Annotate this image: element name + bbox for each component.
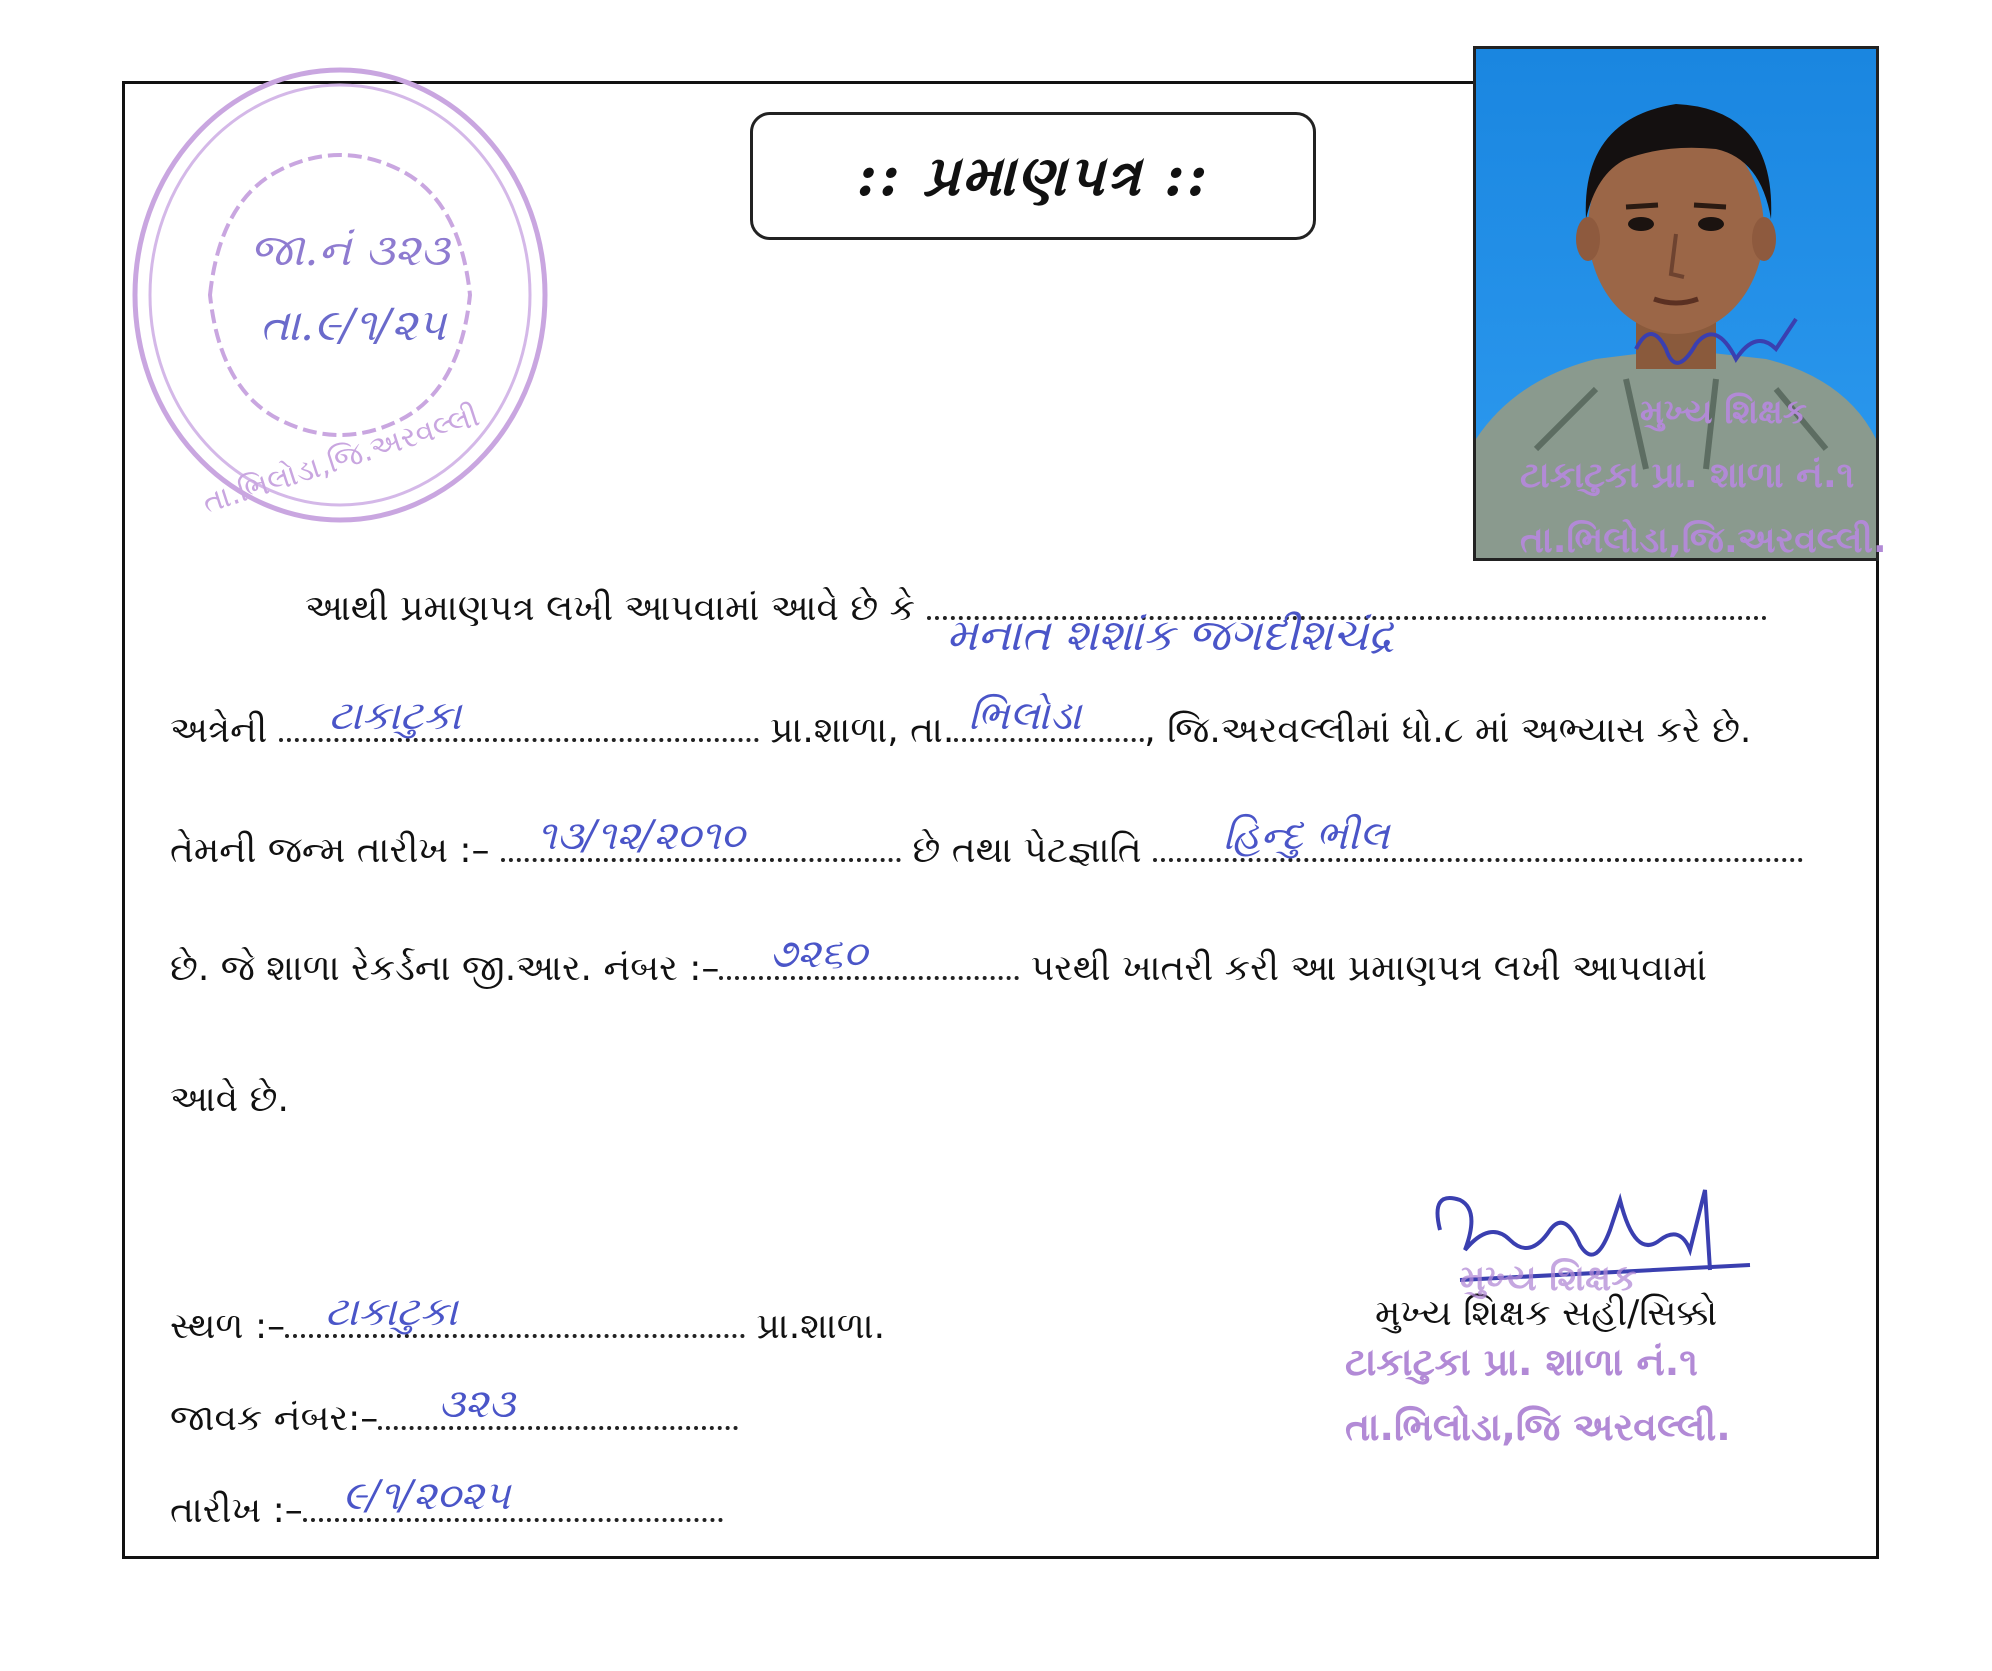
certificate-line-2	[170, 693, 1752, 751]
school-place-field	[279, 693, 759, 742]
outward-label: જાવક નંબર:–	[170, 1398, 379, 1439]
birth-date: ૧૩/૧૨/૨૦૧૦	[537, 813, 745, 859]
date-label: તારીખ :–	[170, 1490, 303, 1531]
line4-suffix: પરથી ખાતરી કરી આ પ્રમાણપત્ર લખી આપવામાં	[1030, 948, 1707, 989]
certificate-line-5	[170, 1079, 289, 1120]
date-value: ૯/૧/૨૦૨૫	[342, 1473, 511, 1519]
certificate-line-1	[305, 588, 1767, 661]
sig-stamp-location: તા.ભિલોડા,જિ અરવલ્લી.	[1345, 1405, 1731, 1449]
photo-stamp-title: મુખ્ય શિક્ષક	[1640, 392, 1807, 432]
date-field	[303, 1473, 723, 1522]
line3-prefix: તેમની જન્મ તારીખ :–	[170, 830, 490, 871]
photo-stamp-school: ટાકાટુકા પ્રા. શાળા નં.૧	[1520, 455, 1855, 496]
signature-label: મુખ્ય શિક્ષક સહી/સિક્કો	[1375, 1293, 1718, 1334]
round-seal	[110, 50, 570, 540]
page-title: :: પ્રમાણપત્ર ::	[750, 112, 1316, 240]
line2-suffix: , જિ.અરવલ્લીમાં ધો.૮ માં અભ્યાસ કરે છે.	[1144, 710, 1752, 751]
sig-stamp-title: મુખ્ય શિક્ષક	[1460, 1258, 1637, 1299]
certificate-line-3	[170, 813, 1803, 871]
outward-field	[378, 1381, 738, 1430]
place-suffix: પ્રા.શાળા.	[756, 1306, 886, 1347]
line1-text: આથી પ્રમાણપત્ર લખી આપવામાં આવે છે કે	[305, 588, 916, 629]
line3-mid: છે તથા પેટજ્ઞાતિ	[912, 830, 1142, 871]
student-name-field	[927, 590, 1767, 661]
taluka-field	[954, 693, 1144, 742]
line2-mid: પ્રા.શાળા, તા.	[770, 710, 955, 751]
sig-stamp-school: ટાકાટુકા પ્રા. શાળા નં.૧	[1345, 1340, 1698, 1384]
photo-stamp-location: તા.ભિલોડા,જિ.અરવલ્લી.	[1520, 520, 1887, 561]
certificate-line-4	[170, 931, 1707, 989]
line5-text: આવે છે.	[170, 1079, 289, 1120]
outward-number-row	[170, 1381, 738, 1439]
caste-field	[1153, 813, 1803, 862]
line4-prefix: છે. જે શાળા રેકર્ડના જી.આર. નંબર :–	[170, 948, 720, 989]
outward-value: ૩૨૩	[438, 1381, 516, 1427]
line2-prefix: અત્રેની	[170, 710, 268, 751]
school-place: ટાકાટુકા	[328, 693, 462, 739]
date-row	[170, 1473, 723, 1531]
birth-date-field	[501, 813, 901, 862]
place-value: ટાકાટુકા	[325, 1289, 458, 1335]
gr-number: ૭૨૬૦	[769, 931, 868, 977]
taluka: ભિલોડા	[968, 693, 1082, 739]
gr-number-field	[719, 931, 1019, 980]
caste: હિન્દુ ભીલ	[1223, 813, 1390, 859]
student-name: મનાત શશાંક જગદીશચંદ્ર	[946, 610, 1395, 661]
seal-date: તા.૯/૧/૨૫	[260, 300, 446, 351]
place-field	[285, 1289, 745, 1338]
place-row	[170, 1289, 886, 1347]
place-label: સ્થળ :–	[170, 1306, 286, 1347]
seal-rim-text: તા.ભિલોડા,જિ.અરવલ્લી	[198, 398, 484, 521]
seal-number: જા.નં ૩૨૩	[250, 225, 450, 276]
